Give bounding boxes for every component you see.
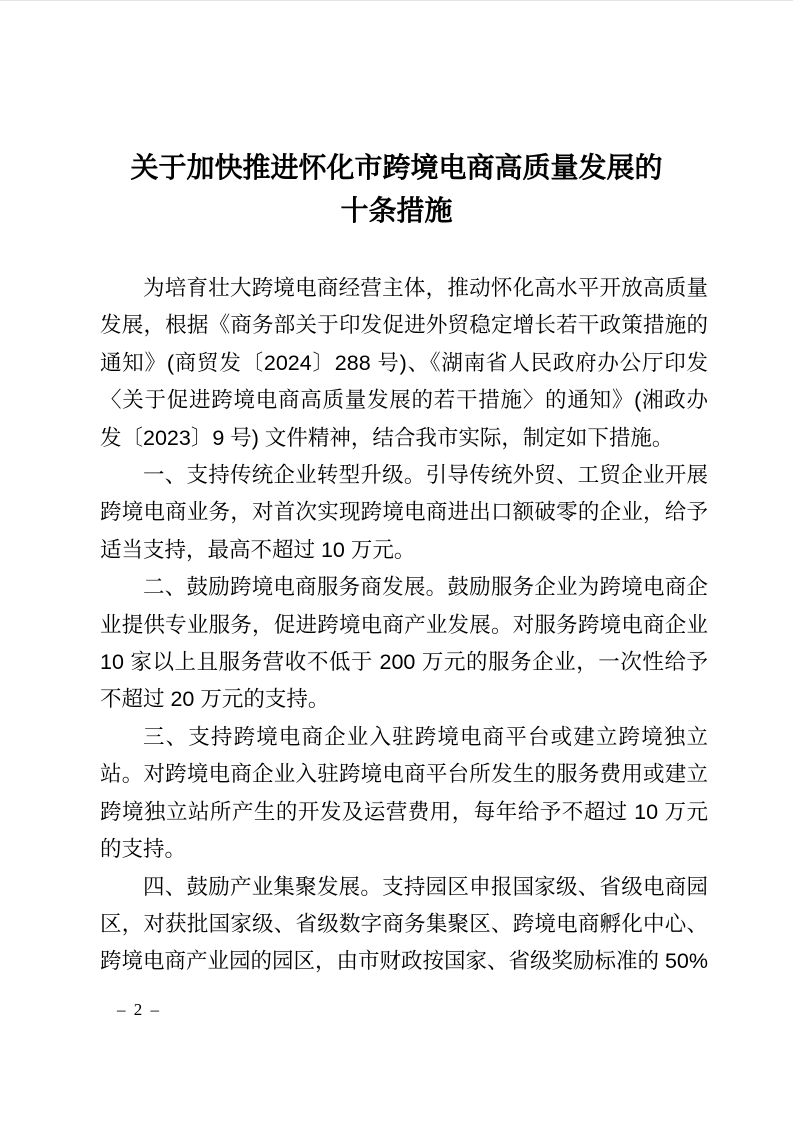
paragraph (100, 270, 708, 457)
document-line: 适当支持，最高不超过 10 万元。 (100, 537, 416, 562)
page-top-edge (0, 0, 793, 1)
paragraph (100, 457, 708, 569)
document-line: 发〔2023〕9 号) 文件精神，结合我市实际，制定如下措施。 (100, 425, 674, 450)
document-line: 通知》(商贸发〔2024〕288 号)、《湖南省人民政府办公厅印发 (100, 350, 708, 375)
document-line: 发展，根据《商务部关于印发促进外贸稳定增长若干政策措施的 (100, 313, 708, 338)
document-title-line-2: 十条措施 (340, 195, 453, 226)
document-line: 〈关于促进跨境电商高质量发展的若干措施〉的通知》(湘政办 (100, 388, 708, 413)
document-line: 站。对跨境电商企业入驻跨境电商平台所发生的服务费用或建立 (100, 762, 708, 787)
document-title (0, 146, 793, 232)
document-line: 三、支持跨境电商企业入驻跨境电商平台或建立跨境独立 (143, 724, 708, 749)
paragraph (100, 869, 708, 981)
document-line: 二、鼓励跨境电商服务商发展。鼓励服务企业为跨境电商企 (143, 575, 708, 600)
document-line: 区，对获批国家级、省级数字商务集聚区、跨境电商孵化中心、 (100, 911, 708, 936)
document-line: 10 家以上且服务营收不低于 200 万元的服务企业，一次性给予 (100, 650, 708, 675)
document-line: 跨境电商产业园的园区，由市财政按国家、省级奖励标准的 50% (100, 949, 709, 974)
document-body (100, 270, 708, 981)
document-line: 跨境独立站所产生的开发及运营费用，每年给予不超过 10 万元 (100, 799, 708, 824)
document-line: 业提供专业服务，促进跨境电商产业发展。对服务跨境电商企业 (100, 612, 708, 637)
paragraph (100, 569, 708, 719)
document-line: 跨境电商业务，对首次实现跨境电商进出口额破零的企业，给予 (100, 500, 708, 525)
page-number: – 2 – (117, 1000, 161, 1019)
document-title-line-1: 关于加快推进怀化市跨境电商高质量发展的 (130, 152, 663, 183)
document-line: 四、鼓励产业集聚发展。支持园区申报国家级、省级电商园 (143, 874, 708, 899)
document-line: 不超过 20 万元的支持。 (100, 687, 330, 712)
document-line: 为培育壮大跨境电商经营主体，推动怀化高水平开放高质量 (143, 276, 708, 300)
document-line: 一、支持传统企业转型升级。引导传统外贸、工贸企业开展 (143, 463, 708, 488)
paragraph (100, 719, 708, 869)
document-line: 的支持。 (100, 837, 187, 862)
